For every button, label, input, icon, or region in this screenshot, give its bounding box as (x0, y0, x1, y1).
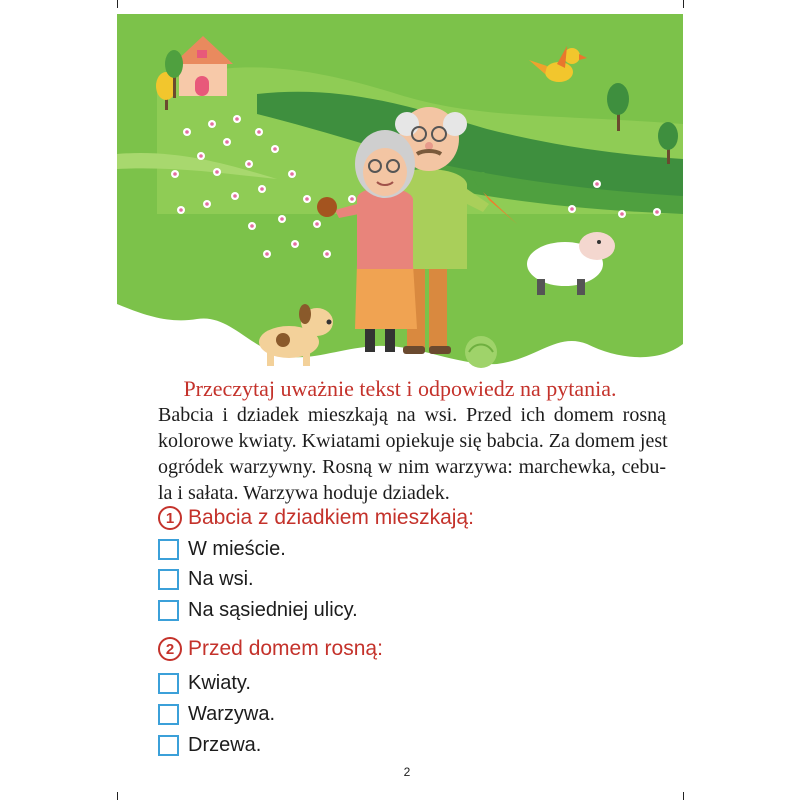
cabbage (465, 336, 497, 368)
answer-option[interactable] (158, 568, 254, 591)
answer-checkbox[interactable] (158, 600, 179, 621)
passage-line: la i sałata. Warzywa hoduje dziadek. (158, 482, 450, 504)
question-2 (158, 637, 383, 661)
question-1 (158, 506, 474, 530)
answer-label: Na sąsiedniej ulicy. (188, 599, 358, 621)
answer-label: Drzewa. (188, 734, 262, 756)
instruction-heading: Przeczytaj uważnie tekst i odpowiedz na pytania. (183, 376, 617, 401)
page-number: 2 (403, 765, 411, 779)
crop-mark (117, 0, 118, 8)
crop-mark (683, 792, 684, 800)
crop-mark (117, 792, 118, 800)
passage-line: Babcia i dziadek mieszkają na wsi. Przed ich domem rosną (158, 404, 666, 426)
answer-option[interactable] (158, 538, 286, 561)
answer-checkbox[interactable] (158, 569, 179, 590)
answer-option[interactable] (158, 672, 251, 695)
question-text: Babcia z dziadkiem mieszkają: (188, 506, 474, 529)
answer-checkbox[interactable] (158, 673, 179, 694)
answer-label: Kwiaty. (188, 672, 251, 694)
question-number-badge: 1 (158, 506, 182, 530)
answer-label: W mieście. (188, 538, 286, 560)
answer-label: Warzywa. (188, 703, 276, 725)
answer-option[interactable] (158, 703, 275, 726)
passage-line: ogródek warzywny. Rosną w nim warzywa: marchewka, cebu- (158, 456, 666, 478)
crop-mark (683, 0, 684, 8)
answer-label: Na wsi. (188, 568, 254, 590)
farm-illustration (117, 14, 683, 374)
passage-line: kolorowe kwiaty. Kwiatami opiekuje się babcia. Za domem jest (158, 430, 668, 452)
answer-option[interactable] (158, 734, 261, 757)
reading-passage (158, 402, 666, 506)
question-text: Przed domem rosną: (188, 637, 383, 660)
answer-checkbox[interactable] (158, 704, 179, 725)
answer-checkbox[interactable] (158, 735, 179, 756)
answer-checkbox[interactable] (158, 539, 179, 560)
answer-option[interactable] (158, 599, 358, 622)
question-number-badge: 2 (158, 637, 182, 661)
